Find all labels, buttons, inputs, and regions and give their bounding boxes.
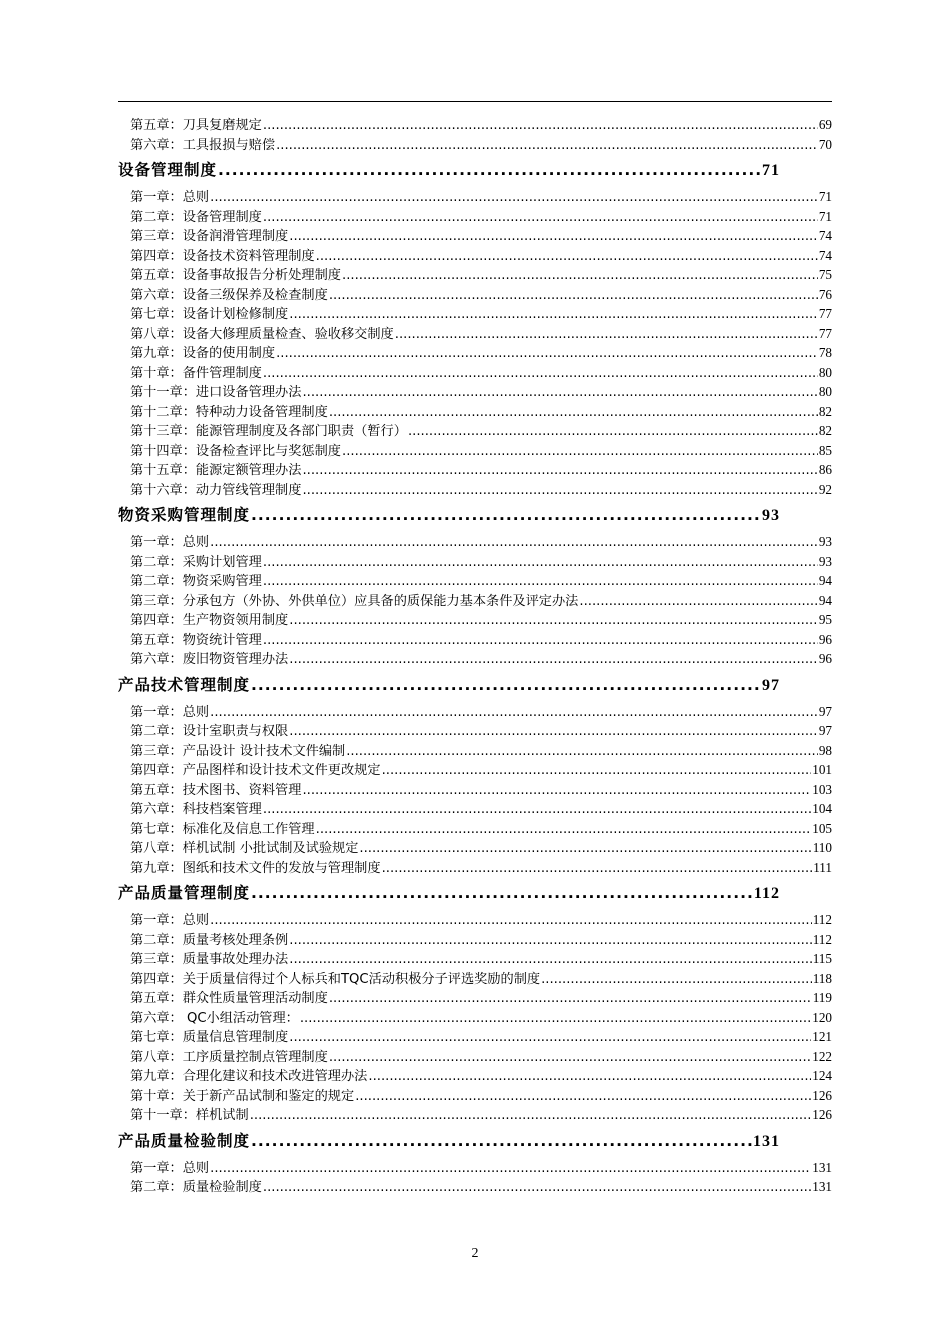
toc-page-number: 122 <box>812 1048 832 1064</box>
toc-entry[interactable] <box>118 551 832 571</box>
toc-entry[interactable] <box>118 1104 832 1124</box>
toc-entry[interactable] <box>118 284 832 304</box>
toc-title: 物资采购管理制度 <box>118 506 251 524</box>
toc-title: 第十六章：动力管线管理制度 <box>130 482 302 498</box>
toc-title: 第七章：标准化及信息工作管理 <box>130 821 315 837</box>
toc-page-number: 97 <box>818 703 832 719</box>
toc-entry[interactable] <box>118 629 832 649</box>
toc-title: 第六章：设备三级保养及检查制度 <box>130 287 328 303</box>
toc-title: 第二章：采购计划管理 <box>130 554 262 570</box>
toc-entry[interactable] <box>118 929 832 949</box>
toc-entry[interactable] <box>118 264 832 284</box>
toc-page-number: 85 <box>818 442 832 458</box>
toc-entry[interactable] <box>118 206 832 226</box>
toc-entry[interactable] <box>118 1046 832 1066</box>
dot-leader <box>395 327 818 342</box>
toc-title: 第十章：关于新产品试制和鉴定的规定 <box>130 1088 355 1104</box>
toc-page-number: 86 <box>818 462 832 477</box>
toc-page-number: 94 <box>818 592 832 608</box>
toc-title: 第三章：质量事故处理办法 <box>130 952 289 967</box>
dot-leader <box>329 1050 811 1065</box>
toc-title: 第八章：设备大修理质量检查、验收移交制度 <box>130 326 394 342</box>
toc-title: 第一章：总则 <box>130 1160 210 1176</box>
toc-page-number: 120 <box>812 1009 832 1025</box>
dot-leader <box>342 444 818 459</box>
toc-title: 第十五章：能源定额管理办法 <box>130 463 302 478</box>
toc-title: 第九章：图纸和技术文件的发放与管理制度 <box>130 860 381 876</box>
toc-page-number: 96 <box>818 651 832 666</box>
toc-page-number: 104 <box>812 801 832 816</box>
toc-entry[interactable] <box>118 1007 832 1027</box>
dot-leader <box>263 633 818 648</box>
dot-leader <box>276 138 818 153</box>
dot-leader <box>368 1069 811 1084</box>
toc-entry[interactable] <box>118 570 832 590</box>
toc-entry[interactable] <box>118 837 832 857</box>
toc-title: 第六章：废旧物资管理办法 <box>130 652 289 667</box>
toc-page-number: 93 <box>762 507 780 524</box>
toc-section-heading[interactable] <box>118 881 780 904</box>
toc-entry[interactable] <box>118 1176 832 1196</box>
toc-page-number: 71 <box>818 189 832 204</box>
toc-entry[interactable] <box>118 740 832 760</box>
toc-title: 第八章：样机试制 小批试制及试验规定 <box>130 841 359 856</box>
toc-page-number: 105 <box>812 820 832 836</box>
toc-entry[interactable] <box>118 818 832 838</box>
toc-page-number: 74 <box>818 228 832 243</box>
toc-page-number: 75 <box>818 267 832 282</box>
dot-leader <box>263 574 818 589</box>
toc-entry[interactable] <box>118 342 832 362</box>
toc-section-heading[interactable] <box>118 158 780 181</box>
toc-title: 第一章：总则 <box>130 913 210 928</box>
toc-page-number: 112 <box>812 931 832 947</box>
toc-page-number: 111 <box>813 859 832 875</box>
dot-leader <box>251 676 761 694</box>
toc-page-number: 103 <box>812 781 832 797</box>
dot-leader <box>289 933 811 948</box>
toc-page-number: 131 <box>753 1132 780 1150</box>
toc-page-number: 70 <box>818 136 832 152</box>
toc-title: 设备管理制度 <box>118 161 218 179</box>
dot-leader <box>263 555 818 570</box>
toc-page-number: 101 <box>812 762 832 777</box>
toc-entry[interactable] <box>118 440 832 460</box>
toc-title: 第四章：关于质量信得过个人标兵和TQC活动积极分子评选奖励的制度 <box>130 971 541 987</box>
toc-entry[interactable] <box>118 303 832 323</box>
dot-leader <box>329 405 818 420</box>
dot-leader <box>316 822 812 837</box>
toc-title: 第三章：产品设计 设计技术文件编制 <box>130 743 346 759</box>
toc-page-number: 115 <box>812 951 832 966</box>
toc-page-number: 80 <box>818 364 832 380</box>
toc-entry[interactable] <box>118 948 832 968</box>
toc-title: 第一章：总则 <box>130 190 210 205</box>
dot-leader <box>251 884 753 902</box>
toc-page-number: 76 <box>818 286 832 302</box>
toc-title: 第五章：设备事故报告分析处理制度 <box>130 268 341 283</box>
toc-page-number: 112 <box>753 885 780 902</box>
dot-leader <box>302 385 817 400</box>
dot-leader <box>263 1180 811 1195</box>
toc-page-number: 121 <box>812 1029 832 1044</box>
toc-page-number: 131 <box>812 1179 832 1194</box>
toc-entry[interactable] <box>118 186 832 206</box>
toc-title: 第十一章：进口设备管理办法 <box>130 385 302 400</box>
toc-entry[interactable] <box>118 1065 832 1085</box>
toc-entry[interactable] <box>118 323 832 343</box>
toc-title: 第十一章：样机试制 <box>130 1108 249 1123</box>
toc-page-number: 71 <box>762 162 780 179</box>
toc-page-number: 131 <box>812 1159 832 1175</box>
dot-leader <box>210 1161 811 1176</box>
toc-title: 第九章：合理化建议和技术改进管理办法 <box>130 1069 368 1084</box>
toc-entry[interactable] <box>118 701 832 721</box>
toc-entry[interactable] <box>118 759 832 779</box>
dot-leader <box>289 229 818 244</box>
toc-entry[interactable] <box>118 857 832 877</box>
toc-page-number: 98 <box>818 742 832 758</box>
dot-leader <box>276 346 818 361</box>
toc-page-number: 110 <box>812 840 832 855</box>
toc-entry[interactable] <box>118 245 832 265</box>
toc-entry[interactable] <box>118 1085 832 1105</box>
toc-page-number: 69 <box>818 117 832 132</box>
toc-title: 第五章：物资统计管理 <box>130 632 262 648</box>
toc-page-number: 119 <box>812 990 832 1005</box>
dot-leader <box>289 307 818 322</box>
dot-leader <box>329 991 812 1006</box>
toc-page-number: 93 <box>818 553 832 569</box>
dot-leader <box>408 424 818 439</box>
toc-entry[interactable] <box>118 909 832 929</box>
header-rule <box>118 101 832 102</box>
toc-title: 产品质量检验制度 <box>118 1131 251 1150</box>
toc-entry[interactable] <box>118 1026 832 1046</box>
dot-leader <box>251 506 761 524</box>
toc-title: 第四章：生产物资领用制度 <box>130 613 289 628</box>
toc-entry[interactable] <box>118 609 832 629</box>
toc-page-number: 95 <box>818 612 832 627</box>
dot-leader <box>289 1030 811 1045</box>
dot-leader <box>382 861 813 876</box>
dot-leader <box>210 913 812 928</box>
toc-title: 第三章：设备润滑管理制度 <box>130 229 289 244</box>
toc-entry[interactable] <box>118 968 832 988</box>
toc-entry[interactable] <box>118 798 832 818</box>
toc-title: 第二章：质量检验制度 <box>130 1180 262 1195</box>
toc-title: 第一章：总则 <box>130 535 210 550</box>
toc-page-number: 82 <box>818 423 832 438</box>
toc-title: 第二章：设备管理制度 <box>130 209 262 225</box>
toc-title: 第六章： QC小组活动管理： <box>130 1010 299 1026</box>
toc-title: 第七章：质量信息管理制度 <box>130 1030 289 1045</box>
toc-entry[interactable] <box>118 479 832 499</box>
toc-title: 第三章：分承包方（外协、外供单位）应具备的质保能力基本条件及评定办法 <box>130 593 579 609</box>
toc-entry[interactable] <box>118 648 832 668</box>
dot-leader <box>263 802 811 817</box>
dot-leader <box>263 118 818 133</box>
dot-leader <box>316 249 818 264</box>
dot-leader <box>210 535 818 550</box>
toc-page-number: 126 <box>812 1107 832 1122</box>
toc-page-number: 82 <box>818 403 832 419</box>
toc-title: 第六章：工具报损与赔偿 <box>130 137 276 153</box>
toc-title: 产品质量管理制度 <box>118 884 251 902</box>
dot-leader <box>263 366 818 381</box>
dot-leader <box>302 463 817 478</box>
dot-leader <box>289 613 818 628</box>
toc-title: 第五章：技术图书、资料管理 <box>130 782 302 798</box>
toc-entry[interactable] <box>118 590 832 610</box>
toc-title: 第九章：设备的使用制度 <box>130 346 276 361</box>
toc-title: 第五章：群众性质量管理活动制度 <box>130 991 328 1006</box>
toc-entry[interactable] <box>118 225 832 245</box>
toc-title: 第十章：备件管理制度 <box>130 365 262 381</box>
toc-entry[interactable] <box>118 531 832 551</box>
toc-section-heading[interactable] <box>118 503 780 526</box>
toc-title: 第十二章：特种动力设备管理制度 <box>130 404 328 420</box>
dot-leader <box>289 652 818 667</box>
dot-leader <box>218 161 761 179</box>
table-of-contents <box>118 114 832 1196</box>
toc-entry[interactable] <box>118 381 832 401</box>
dot-leader <box>263 210 818 225</box>
dot-leader <box>355 1089 811 1104</box>
toc-entry[interactable] <box>118 459 832 479</box>
toc-title: 第四章：设备技术资料管理制度 <box>130 248 315 264</box>
dot-leader <box>251 1132 752 1150</box>
dot-leader <box>289 952 811 967</box>
toc-title: 第七章：设备计划检修制度 <box>130 307 289 322</box>
toc-page-number: 118 <box>812 970 832 986</box>
toc-page-number: 97 <box>818 723 832 738</box>
toc-page-number: 94 <box>818 573 832 588</box>
toc-page-number: 92 <box>818 481 832 497</box>
toc-title: 第十三章：能源管理制度及各部门职责（暂行） <box>130 424 407 439</box>
dot-leader <box>342 268 818 283</box>
toc-page-number: 96 <box>818 631 832 647</box>
toc-entry[interactable] <box>118 134 832 154</box>
toc-title: 第五章：刀具复磨规定 <box>130 118 262 133</box>
toc-title: 第八章：工序质量控制点管理制度 <box>130 1049 328 1065</box>
dot-leader <box>250 1108 812 1123</box>
dot-leader <box>346 744 818 759</box>
dot-leader <box>541 972 812 987</box>
toc-entry[interactable] <box>118 401 832 421</box>
dot-leader <box>302 483 817 498</box>
toc-entry[interactable] <box>118 114 832 134</box>
toc-entry[interactable] <box>118 720 832 740</box>
toc-page-number: 74 <box>818 247 832 263</box>
page-number: 2 <box>471 1246 479 1261</box>
toc-page-number: 112 <box>812 912 832 927</box>
toc-title: 第一章：总则 <box>130 704 210 720</box>
toc-title: 第十四章：设备检查评比与奖惩制度 <box>130 443 341 459</box>
toc-title: 第二章：质量考核处理条例 <box>130 932 289 948</box>
toc-page-number: 78 <box>818 345 832 360</box>
toc-entry[interactable] <box>118 420 832 440</box>
toc-page-number: 93 <box>818 534 832 549</box>
toc-page-number: 71 <box>818 208 832 224</box>
toc-page-number: 77 <box>818 306 832 321</box>
toc-page-number: 124 <box>812 1068 832 1083</box>
toc-entry[interactable] <box>118 987 832 1007</box>
dot-leader <box>289 724 818 739</box>
toc-entry[interactable] <box>118 1157 832 1177</box>
toc-page-number: 126 <box>812 1087 832 1103</box>
toc-section-heading[interactable] <box>118 1129 780 1152</box>
toc-page-number: 97 <box>762 676 780 694</box>
toc-page-number: 80 <box>818 384 832 399</box>
toc-title: 产品技术管理制度 <box>118 675 251 694</box>
toc-section-heading[interactable] <box>118 673 780 696</box>
dot-leader <box>302 783 811 798</box>
dot-leader <box>382 763 812 778</box>
toc-entry[interactable] <box>118 779 832 799</box>
toc-page-number: 77 <box>818 325 832 341</box>
dot-leader <box>359 841 811 856</box>
toc-title: 第二章：设计室职责与权限 <box>130 724 289 739</box>
toc-entry[interactable] <box>118 362 832 382</box>
dot-leader <box>210 190 818 205</box>
dot-leader <box>579 594 817 609</box>
dot-leader <box>210 705 818 720</box>
dot-leader <box>329 288 818 303</box>
toc-title: 第二章：物资采购管理 <box>130 574 262 589</box>
toc-title: 第四章：产品图样和设计技术文件更改规定 <box>130 763 381 778</box>
dot-leader <box>300 1011 811 1026</box>
toc-title: 第六章：科技档案管理 <box>130 802 262 817</box>
